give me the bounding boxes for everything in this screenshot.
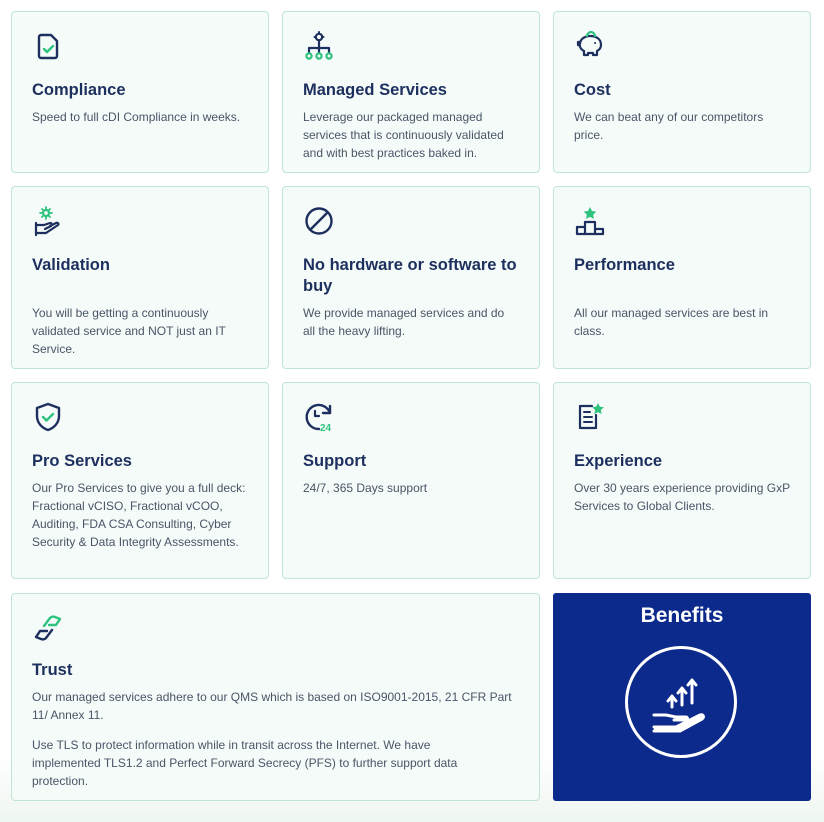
card-title: Support — [303, 452, 367, 470]
card-performance — [553, 186, 811, 369]
piggy-bank-icon — [574, 30, 606, 62]
card-trust — [11, 593, 540, 801]
card-no-hardware — [282, 186, 540, 369]
card-title: Performance — [574, 256, 675, 274]
card-description: We can beat any of our competitors price. — [574, 110, 764, 142]
card-description: Over 30 years experience providing GxP Services to Global Clients. — [574, 481, 790, 513]
card-validation — [11, 186, 269, 369]
card-title: Compliance — [32, 81, 126, 99]
card-description: Our Pro Services to give you a full deck: Fractional vCISO, Fractional vCOO, Auditing, FDA CSA Consulting, Cyber Security & Data Integrity Assessments. — [32, 481, 246, 549]
card-description: All our managed services are best in class. — [574, 306, 769, 338]
card-cost — [553, 11, 811, 173]
benefits-circle — [625, 646, 737, 758]
certificate-star-icon — [574, 401, 606, 433]
card-title: Cost — [574, 81, 611, 99]
card-description: You will be getting a continuously validated service and NOT just an IT Service. — [32, 306, 226, 356]
org-network-icon — [303, 30, 335, 62]
podium-star-icon — [574, 205, 606, 237]
card-description: Leverage our packaged managed services that is continuously validated and with best practices baked in. — [303, 110, 504, 160]
handshake-icon — [32, 612, 64, 644]
document-check-icon — [32, 30, 64, 62]
hand-gear-icon — [32, 205, 64, 237]
benefits-title: Benefits — [640, 604, 724, 627]
card-description-2: Use TLS to protect information while in transit across the Internet. We have implemented TLS1.2 and Perfect Forward Secrecy (PFS) to further support data protection. — [32, 738, 458, 788]
card-title: Managed Services — [303, 81, 447, 99]
card-description-1: Our managed services adhere to our QMS which is based on ISO9001-2015, 21 CFR Part 11/ Annex 11. — [32, 690, 512, 722]
card-title: Pro Services — [32, 452, 132, 470]
card-description: Speed to full cDI Compliance in weeks. — [32, 110, 241, 124]
card-title: No hardware or software to buy — [303, 256, 517, 295]
card-title: Experience — [574, 452, 663, 470]
card-title: Trust — [32, 661, 73, 679]
card-description: We provide managed services and do all the heavy lifting. — [303, 306, 505, 338]
svg-text:24: 24 — [320, 423, 332, 433]
card-description: 24/7, 365 Days support — [303, 481, 428, 495]
hand-growth-arrows-icon — [650, 667, 714, 735]
card-title: Validation — [32, 256, 110, 274]
card-experience — [553, 382, 811, 579]
card-compliance — [11, 11, 269, 173]
shield-check-icon — [32, 401, 64, 433]
benefits-panel — [553, 593, 811, 801]
card-pro-services — [11, 382, 269, 579]
prohibited-icon — [303, 205, 335, 237]
clock-24-icon — [303, 401, 335, 433]
card-managed-services — [282, 11, 540, 173]
card-support — [282, 382, 540, 579]
